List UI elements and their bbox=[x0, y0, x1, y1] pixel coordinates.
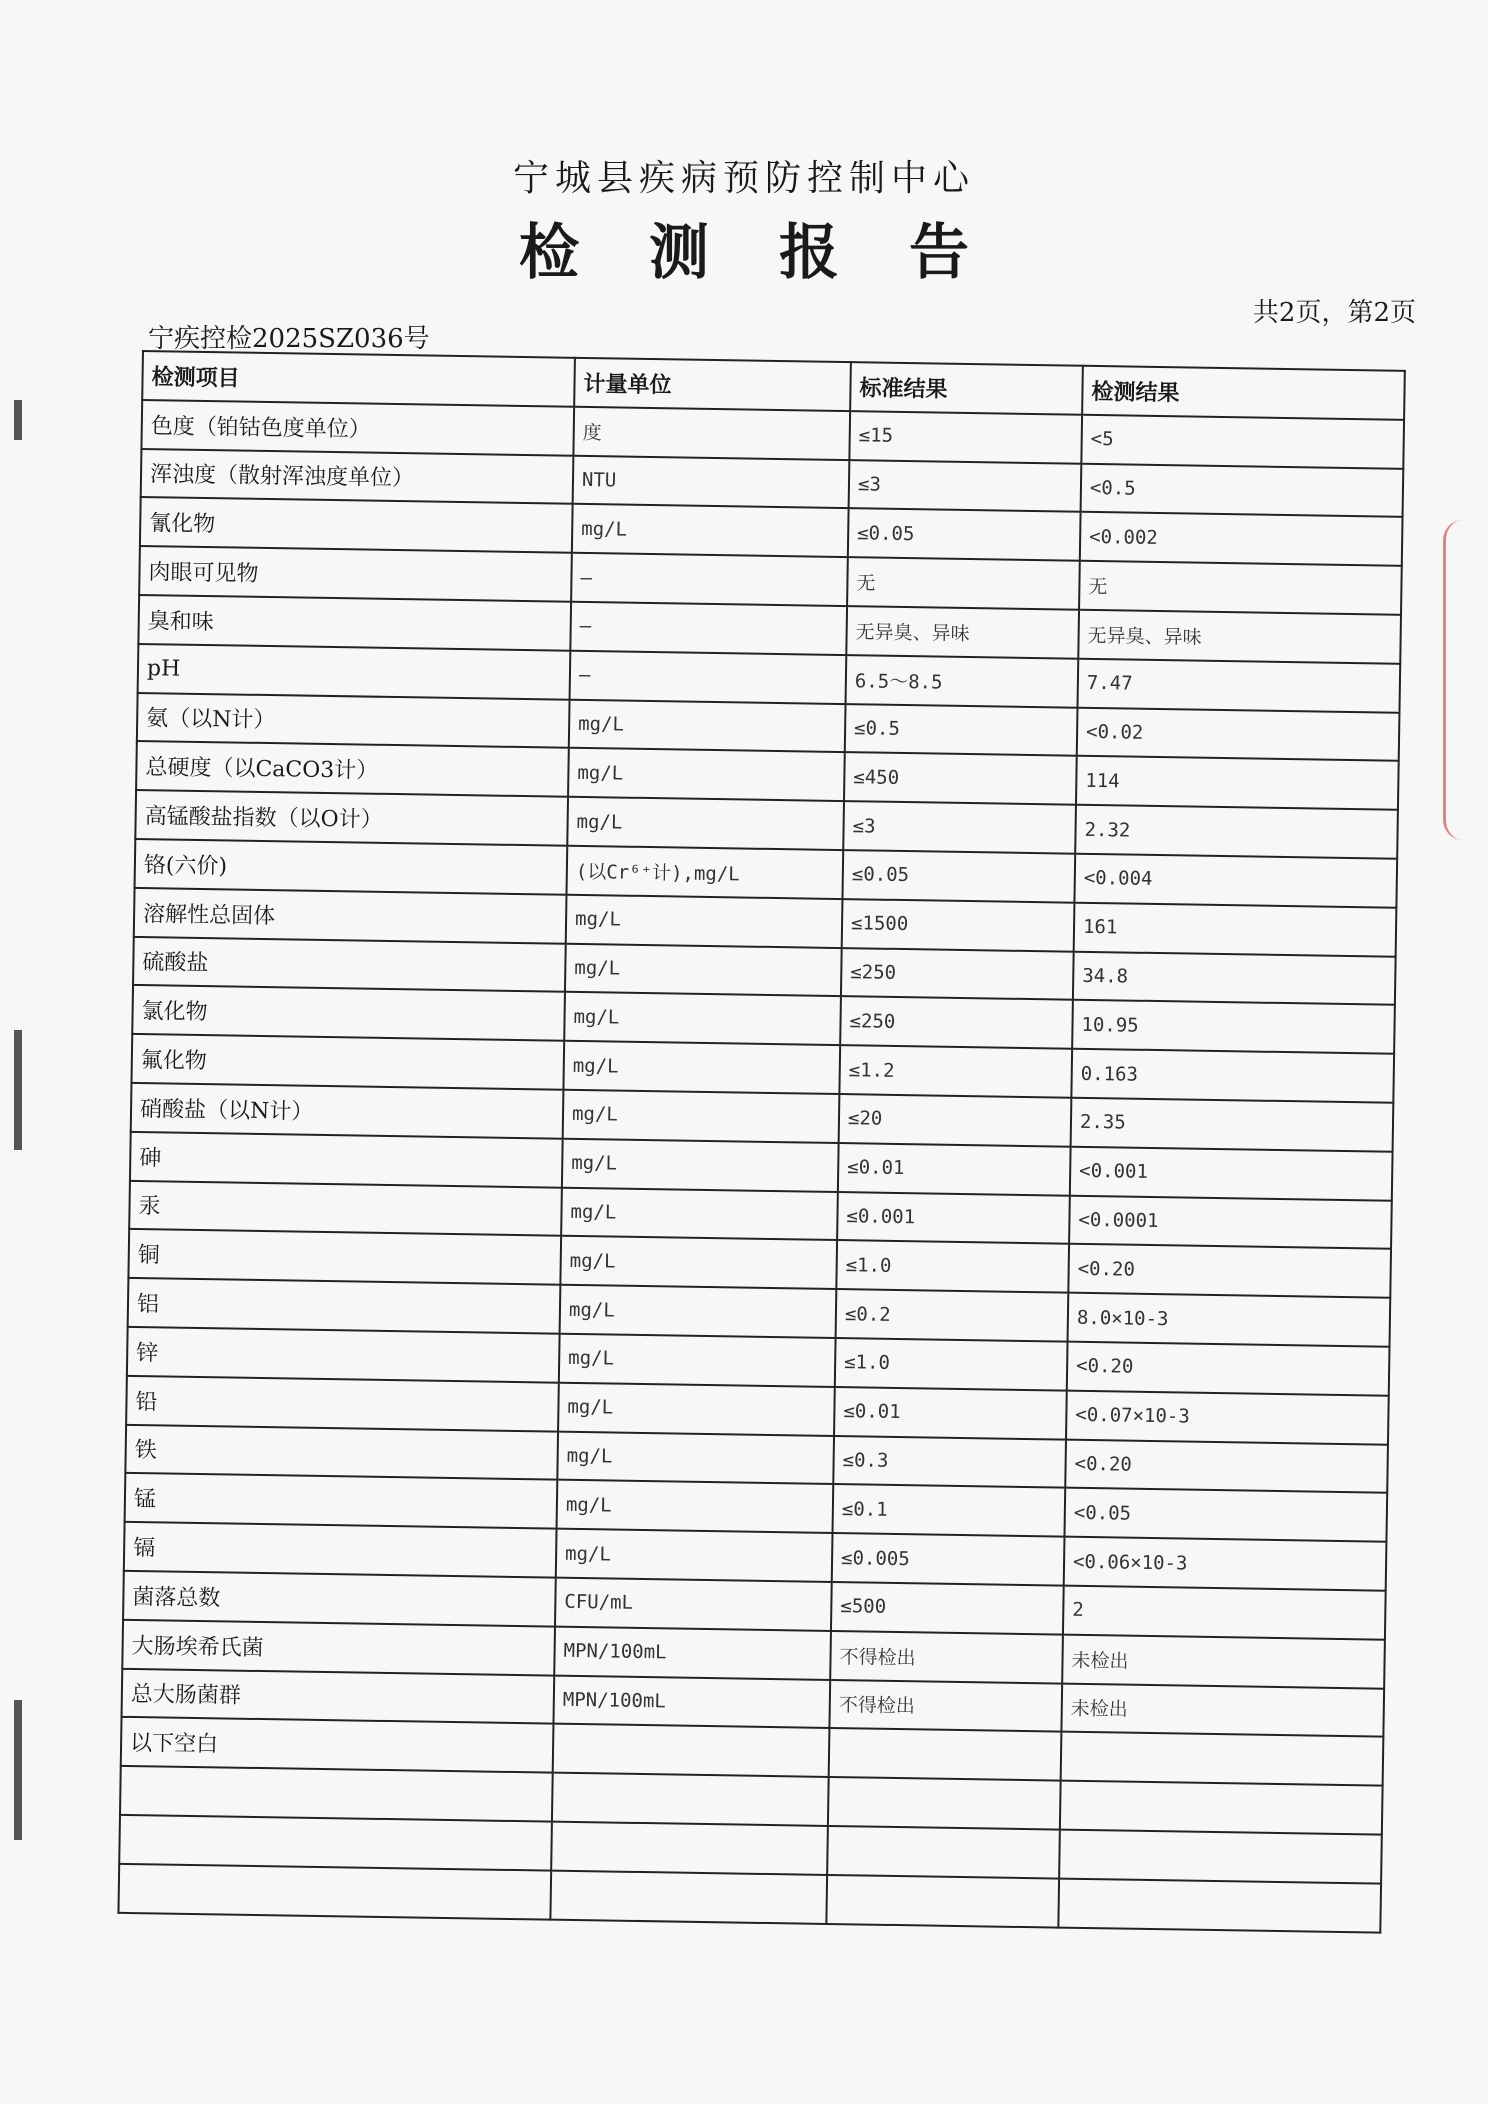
cell-standard: ≤0.01 bbox=[838, 1143, 1071, 1195]
cell-standard bbox=[827, 1826, 1060, 1878]
cell-unit: — bbox=[570, 602, 847, 655]
cell-item: 铜 bbox=[128, 1229, 561, 1285]
header-result: 检测结果 bbox=[1082, 366, 1405, 420]
cell-standard: ≤1.0 bbox=[835, 1338, 1068, 1390]
cell-standard: ≤500 bbox=[831, 1582, 1064, 1634]
cell-item: 铬(六价) bbox=[135, 839, 568, 895]
cell-result: 未检出 bbox=[1061, 1683, 1384, 1737]
cell-unit: mg/L bbox=[563, 1090, 840, 1143]
cell-unit: mg/L bbox=[562, 1138, 839, 1191]
cell-result: 7.47 bbox=[1078, 659, 1401, 713]
cell-item: 铅 bbox=[126, 1376, 559, 1432]
cell-result: 161 bbox=[1074, 902, 1397, 956]
cell-standard: ≤0.3 bbox=[833, 1436, 1066, 1488]
cell-result: 无 bbox=[1079, 561, 1402, 615]
organization-name: 宁城县疾病预防控制中心 bbox=[512, 158, 975, 199]
cell-item: 锰 bbox=[125, 1473, 558, 1529]
cell-item: 总大肠菌群 bbox=[122, 1668, 555, 1724]
cell-result: 8.0×10-3 bbox=[1068, 1293, 1391, 1347]
cell-standard: ≤450 bbox=[844, 752, 1077, 804]
cell-unit: mg/L bbox=[561, 1187, 838, 1240]
cell-item: 镉 bbox=[124, 1522, 557, 1578]
results-table bbox=[117, 350, 1405, 1933]
cell-result: 2.32 bbox=[1075, 805, 1398, 859]
cell-standard: ≤0.2 bbox=[836, 1289, 1069, 1341]
cell-item: 氯化物 bbox=[132, 985, 565, 1041]
cell-standard: ≤15 bbox=[849, 411, 1082, 463]
red-seal-stamp bbox=[1443, 520, 1480, 840]
cell-unit bbox=[551, 1822, 828, 1875]
cell-unit: CFU/mL bbox=[555, 1578, 832, 1631]
cell-standard: 6.5～8.5 bbox=[846, 655, 1079, 707]
cell-item bbox=[119, 1815, 552, 1871]
cell-standard: 不得检出 bbox=[830, 1631, 1063, 1683]
cell-result: <0.5 bbox=[1081, 463, 1404, 517]
cell-result: 未检出 bbox=[1062, 1634, 1385, 1688]
cell-unit: mg/L bbox=[569, 699, 846, 752]
cell-item: 氟化物 bbox=[131, 1034, 564, 1090]
cell-standard: ≤0.005 bbox=[832, 1533, 1065, 1585]
cell-result: 2.35 bbox=[1071, 1098, 1394, 1152]
cell-unit bbox=[550, 1870, 827, 1923]
cell-result bbox=[1059, 1830, 1382, 1884]
report-title: 检测报告 bbox=[519, 218, 1039, 288]
cell-standard: ≤3 bbox=[843, 801, 1076, 853]
cell-unit: mg/L bbox=[563, 1041, 840, 1094]
cell-item bbox=[120, 1766, 553, 1822]
cell-unit: mg/L bbox=[558, 1382, 835, 1435]
cell-standard: ≤0.001 bbox=[837, 1192, 1070, 1244]
cell-item: pH bbox=[138, 644, 571, 700]
cell-standard: ≤0.05 bbox=[842, 850, 1075, 902]
cell-result: 0.163 bbox=[1071, 1049, 1394, 1103]
cell-item: 总硬度（以CaCO3计） bbox=[136, 741, 569, 797]
cell-unit: mg/L bbox=[566, 895, 843, 948]
cell-standard: 不得检出 bbox=[829, 1679, 1062, 1731]
cell-unit: mg/L bbox=[559, 1334, 836, 1387]
cell-item: 铁 bbox=[125, 1424, 558, 1480]
cell-standard: ≤1500 bbox=[842, 899, 1075, 951]
cell-standard: ≤0.5 bbox=[845, 704, 1078, 756]
cell-unit: mg/L bbox=[572, 504, 849, 557]
cell-standard: ≤0.05 bbox=[848, 509, 1081, 561]
cell-result: <0.001 bbox=[1070, 1146, 1393, 1200]
cell-standard: ≤3 bbox=[849, 460, 1082, 512]
cell-item: 大肠埃希氏菌 bbox=[122, 1620, 555, 1676]
cell-item: 氰化物 bbox=[140, 497, 573, 553]
cell-item: 硝酸盐（以N计） bbox=[131, 1083, 564, 1139]
cell-item: 溶解性总固体 bbox=[134, 888, 567, 944]
cell-unit: mg/L bbox=[560, 1285, 837, 1338]
cell-unit: mg/L bbox=[568, 748, 845, 801]
cell-unit: NTU bbox=[573, 455, 850, 508]
cell-unit: MPN/100mL bbox=[553, 1675, 830, 1728]
cell-unit: mg/L bbox=[564, 992, 841, 1045]
cell-unit: mg/L bbox=[567, 797, 844, 850]
cell-unit: 度 bbox=[573, 407, 850, 460]
cell-result: <0.20 bbox=[1065, 1439, 1388, 1493]
cell-item: 高锰酸盐指数（以O计） bbox=[135, 790, 568, 846]
cell-result: <5 bbox=[1081, 415, 1404, 469]
header-item: 检测项目 bbox=[142, 351, 575, 407]
cell-result bbox=[1061, 1732, 1384, 1786]
cell-item: 砷 bbox=[130, 1132, 563, 1188]
cell-item: 铝 bbox=[128, 1278, 561, 1334]
cell-item: 氨（以N计） bbox=[137, 693, 570, 749]
page-info: 共2页，第2页 bbox=[1252, 298, 1416, 328]
cell-item: 汞 bbox=[129, 1180, 562, 1236]
cell-result bbox=[1060, 1781, 1383, 1835]
cell-standard bbox=[826, 1875, 1059, 1927]
cell-unit: MPN/100mL bbox=[554, 1626, 831, 1679]
cell-item: 色度（铂钴色度单位） bbox=[141, 400, 574, 456]
cell-item: 浑浊度（散射浑浊度单位） bbox=[141, 449, 574, 505]
cell-unit: mg/L bbox=[560, 1236, 837, 1289]
cell-standard: ≤250 bbox=[841, 948, 1074, 1000]
cell-result: <0.05 bbox=[1064, 1488, 1387, 1542]
cell-standard: ≤1.2 bbox=[839, 1045, 1072, 1097]
cell-standard: ≤0.01 bbox=[834, 1387, 1067, 1439]
cell-unit: — bbox=[571, 553, 848, 606]
scan-mark bbox=[14, 1030, 22, 1150]
header-standard: 标准结果 bbox=[850, 362, 1083, 414]
cell-standard: 无 bbox=[847, 557, 1080, 609]
cell-unit: (以Cr⁶⁺计),mg/L bbox=[566, 846, 843, 899]
cell-standard: 无异臭、异味 bbox=[846, 606, 1079, 658]
scan-mark bbox=[14, 1700, 22, 1840]
cell-result bbox=[1058, 1878, 1381, 1932]
cell-item bbox=[118, 1864, 551, 1920]
cell-item: 以下空白 bbox=[121, 1717, 554, 1773]
cell-result: 无异臭、异味 bbox=[1078, 610, 1401, 664]
cell-standard: ≤0.1 bbox=[833, 1484, 1066, 1536]
report-number: 宁疾控检2025SZ036号 bbox=[148, 324, 430, 354]
header-unit: 计量单位 bbox=[574, 358, 851, 411]
cell-unit bbox=[553, 1724, 830, 1777]
cell-result: <0.06×10-3 bbox=[1064, 1537, 1387, 1591]
cell-result: 34.8 bbox=[1073, 951, 1396, 1005]
cell-result: <0.02 bbox=[1077, 707, 1400, 761]
cell-item: 锌 bbox=[127, 1327, 560, 1383]
cell-result: <0.004 bbox=[1074, 854, 1397, 908]
cell-result: <0.0001 bbox=[1069, 1195, 1392, 1249]
results-table-container bbox=[117, 350, 1403, 1933]
cell-standard: ≤20 bbox=[839, 1094, 1072, 1146]
cell-item: 肉眼可见物 bbox=[139, 546, 572, 602]
cell-standard: ≤1.0 bbox=[836, 1240, 1069, 1292]
cell-result: 10.95 bbox=[1072, 1000, 1395, 1054]
cell-result: <0.20 bbox=[1068, 1244, 1391, 1298]
cell-item: 臭和味 bbox=[138, 595, 571, 651]
scan-mark bbox=[14, 400, 22, 440]
cell-standard bbox=[829, 1728, 1062, 1780]
cell-item: 菌落总数 bbox=[123, 1571, 556, 1627]
cell-result: 2 bbox=[1063, 1586, 1386, 1640]
cell-result: <0.20 bbox=[1067, 1342, 1390, 1396]
cell-result: 114 bbox=[1076, 756, 1399, 810]
cell-unit: — bbox=[570, 651, 847, 704]
cell-unit: mg/L bbox=[557, 1480, 834, 1533]
cell-item: 硫酸盐 bbox=[133, 937, 566, 993]
cell-result: <0.002 bbox=[1080, 512, 1403, 566]
cell-unit: mg/L bbox=[557, 1431, 834, 1484]
cell-unit bbox=[552, 1773, 829, 1826]
cell-unit: mg/L bbox=[556, 1529, 833, 1582]
cell-standard bbox=[828, 1777, 1061, 1829]
cell-unit: mg/L bbox=[565, 943, 842, 996]
cell-result: <0.07×10-3 bbox=[1066, 1390, 1389, 1444]
cell-standard: ≤250 bbox=[840, 996, 1073, 1048]
